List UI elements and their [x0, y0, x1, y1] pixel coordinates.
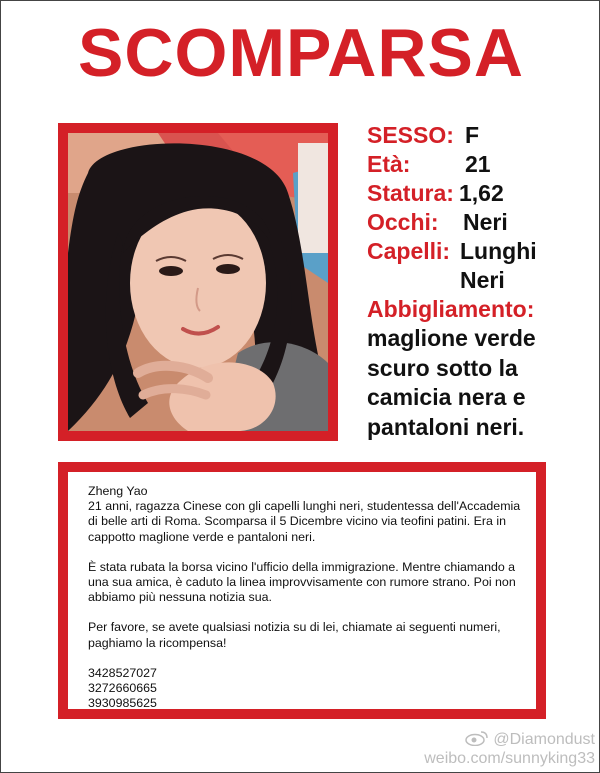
- height-label: Statura:: [367, 180, 454, 206]
- sex-value: F: [465, 122, 480, 148]
- detail-eyes: [367, 208, 599, 237]
- person-name: Zheng Yao: [88, 484, 148, 498]
- weibo-icon: [465, 730, 489, 746]
- clothing-label: Abbigliamento:: [367, 296, 535, 322]
- clothing-line-1: maglione verde: [367, 325, 536, 351]
- watermark-handle: @Diamondust: [493, 731, 595, 748]
- description-box: [68, 472, 536, 709]
- poster-title: SCOMPARSA: [78, 15, 524, 91]
- description-frame: [58, 462, 546, 719]
- detail-sex: [367, 121, 599, 150]
- description-paragraph-3: Per favore, se avete qualsiasi notizia su di lei, chiamate ai seguenti numeri, paghiamo la ricompensa!: [88, 620, 501, 650]
- hair-value-2: Neri: [460, 267, 505, 293]
- phone-number: 3428527027: [88, 665, 157, 680]
- missing-person-photo: [68, 133, 328, 431]
- age-value: 21: [465, 151, 491, 177]
- hair-label: Capelli:: [367, 238, 451, 264]
- phone-number: 3930985625: [88, 696, 157, 711]
- detail-hair: [367, 237, 599, 266]
- phone-number: 3272660665: [88, 681, 157, 696]
- clothing-line-2: scuro sotto la: [367, 354, 518, 381]
- eyes-label: Occhi:: [367, 209, 439, 235]
- hair-value-1: Lunghi: [460, 238, 537, 264]
- age-label: Età:: [367, 151, 411, 177]
- photo-frame: [58, 123, 338, 441]
- sex-label: SESSO:: [367, 122, 454, 148]
- watermark-url: weibo.com/sunnyking33: [424, 750, 595, 767]
- detail-hair-cont: [367, 266, 599, 295]
- description-paragraph-2: È stata rubata la borsa vicino l'ufficio della immigrazione. Mentre chiamando a una sua amica, è caduto la linea improvvisamente con rumore strano. Poi non abbiamo più nessuna notizia sua.: [88, 559, 516, 605]
- watermark: [424, 730, 595, 768]
- description-paragraph-1: 21 anni, ragazza Cinese con gli capelli lunghi neri, studentessa dell'Accademia di belle arti di Roma. Scomparsa il 5 Dicembre vicino via teofini patini. Era in cappotto maglione verde e pantaloni neri.: [88, 499, 521, 544]
- clothing-line-3: camicia nera e: [367, 384, 526, 410]
- detail-height: [367, 179, 599, 208]
- detail-age: [367, 150, 599, 179]
- height-value: 1,62: [459, 180, 504, 206]
- person-details: [367, 121, 599, 442]
- eyes-value: Neri: [463, 209, 508, 235]
- clothing-line-4: pantaloni neri.: [367, 413, 525, 440]
